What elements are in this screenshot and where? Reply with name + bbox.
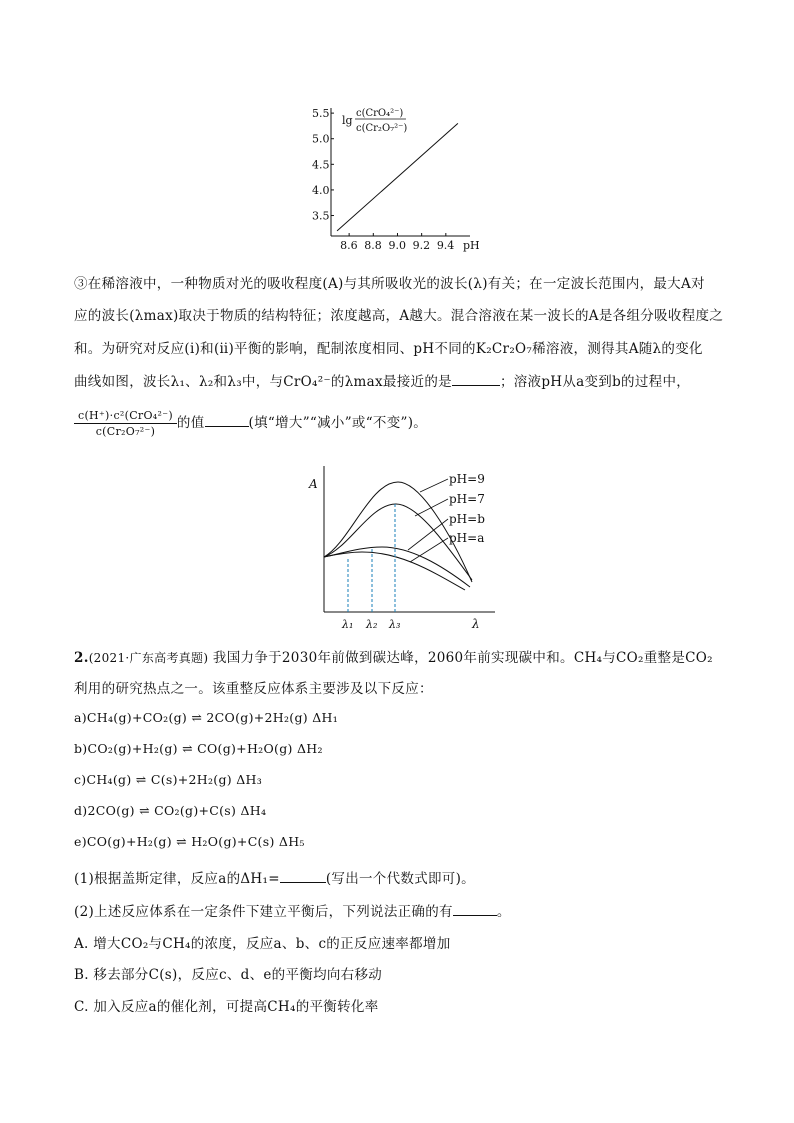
x-tick-label: 8.6 <box>340 239 358 252</box>
lambda1-label: λ₁ <box>342 618 354 631</box>
para3-line4a: 曲线如图，波长λ₁、λ₂和λ₃中，与CrO₄²⁻的λmax最接近的是 <box>74 374 452 390</box>
legend-ph7: pH=7 <box>449 492 485 506</box>
q2-line1 <box>74 646 713 666</box>
answer-blank-2[interactable] <box>205 414 249 427</box>
y-axis-label: A <box>309 477 318 491</box>
para3-line4b: ；溶液pH从a变到b的过程中， <box>499 374 691 390</box>
x-axis-label: λ <box>472 617 480 631</box>
y-tick-label: 4.0 <box>312 183 330 197</box>
y-tick-label: 5.0 <box>312 132 330 146</box>
legend-ph9: pH=9 <box>449 472 485 486</box>
option-c: C. 加入反应a的催化剂，可提高CH₄的平衡转化率 <box>74 999 379 1015</box>
reaction-e: e)CO(g)+H₂(g) ⇌ H₂O(g)+C(s) ΔH₅ <box>74 834 305 849</box>
reaction-d: d)2CO(g) ⇌ CO₂(g)+C(s) ΔH₄ <box>74 803 267 818</box>
x-axis-label: pH <box>463 239 480 252</box>
y-tick-label: 4.5 <box>312 158 330 172</box>
reaction-c: c)CH₄(g) ⇌ C(s)+2H₂(g) ΔH₃ <box>74 772 263 787</box>
ratio-fraction <box>74 408 177 439</box>
answer-blank-1[interactable] <box>452 373 500 386</box>
reaction-b: b)CO₂(g)+H₂(g) ⇌ CO(g)+H₂O(g) ΔH₂ <box>74 741 323 756</box>
q2-source: (2021·广东高考真题) <box>88 651 209 665</box>
subquestion-2 <box>74 900 511 920</box>
x-tick-label: 8.8 <box>364 239 382 252</box>
para3-line5b-text: (填“增大”“减小”或“不变”)。 <box>248 415 428 431</box>
fraction-denominator: c(Cr₂O₇²⁻) <box>95 425 156 438</box>
para3-line1: ③在稀溶液中，一种物质对光的吸收程度(A)与其所吸收光的波长(λ)有关；在一定波长范围内，最大A对 <box>74 276 705 292</box>
sub1-text-b: (写出一个代数式即可)。 <box>325 871 475 887</box>
x-tick-label: 9.2 <box>412 239 431 252</box>
x-tick-label: 9.0 <box>388 239 406 252</box>
sub2-text-b: 。 <box>496 904 511 920</box>
x-tick-label: 9.4 <box>436 239 455 252</box>
absorbance-chart <box>300 462 500 634</box>
y-axis-label-prefix: lg <box>342 114 353 127</box>
data-line <box>337 123 458 231</box>
lambda3-label: λ₃ <box>389 618 401 631</box>
reaction-a: a)CH₄(g)+CO₂(g) ⇌ 2CO(g)+2H₂(g) ΔH₁ <box>74 710 339 725</box>
y-tick-label: 3.5 <box>312 209 330 223</box>
answer-blank-3[interactable] <box>280 870 326 883</box>
sub1-text-a: (1)根据盖斯定律，反应a的ΔH₁= <box>74 871 280 887</box>
para3-line2: 应的波长(λmax)取决于物质的结构特征；浓度越高，A越大。混合溶液在某一波长的A是各组分吸收程度之 <box>74 308 724 324</box>
legend-pha: pH=a <box>449 531 485 545</box>
y-tick-label: 5.5 <box>312 107 330 121</box>
subquestion-1 <box>74 867 475 887</box>
legend-phb: pH=b <box>449 512 485 526</box>
q2-number: 2. <box>74 650 89 666</box>
q2-line2: 利用的研究热点之一。该重整反应体系主要涉及以下反应： <box>74 681 433 697</box>
y-axis-label-den: c(Cr₂O₇²⁻) <box>356 123 408 134</box>
option-a: A. 增大CO₂与CH₄的浓度，反应a、b、c的正反应速率都增加 <box>74 936 451 952</box>
para3-line5 <box>74 408 427 439</box>
para3-line4 <box>74 370 690 390</box>
para3-line3: 和。为研究对反应(ⅰ)和(ⅱ)平衡的影响，配制浓度相同、pH不同的K₂Cr₂O₇稀溶液，测得其A随λ的变化 <box>74 341 703 357</box>
para3-line5-text: 的值 <box>176 415 205 431</box>
option-b: B. 移去部分C(s)，反应c、d、e的平衡均向右移动 <box>74 967 383 983</box>
y-axis-label-num: c(CrO₄²⁻) <box>356 108 404 119</box>
ph-ratio-chart <box>300 100 500 260</box>
sub2-text-a: (2)上述反应体系在一定条件下建立平衡后，下列说法正确的有 <box>74 904 453 920</box>
answer-blank-4[interactable] <box>453 903 497 916</box>
fraction-numerator: c(H⁺)·c²(CrO₄²⁻) <box>74 408 177 424</box>
lambda2-label: λ₂ <box>366 618 378 631</box>
q2-text-line1: 我国力争于2030年前做到碳达峰，2060年前实现碳中和。CH₄与CO₂重整是CO₂ <box>212 650 713 666</box>
